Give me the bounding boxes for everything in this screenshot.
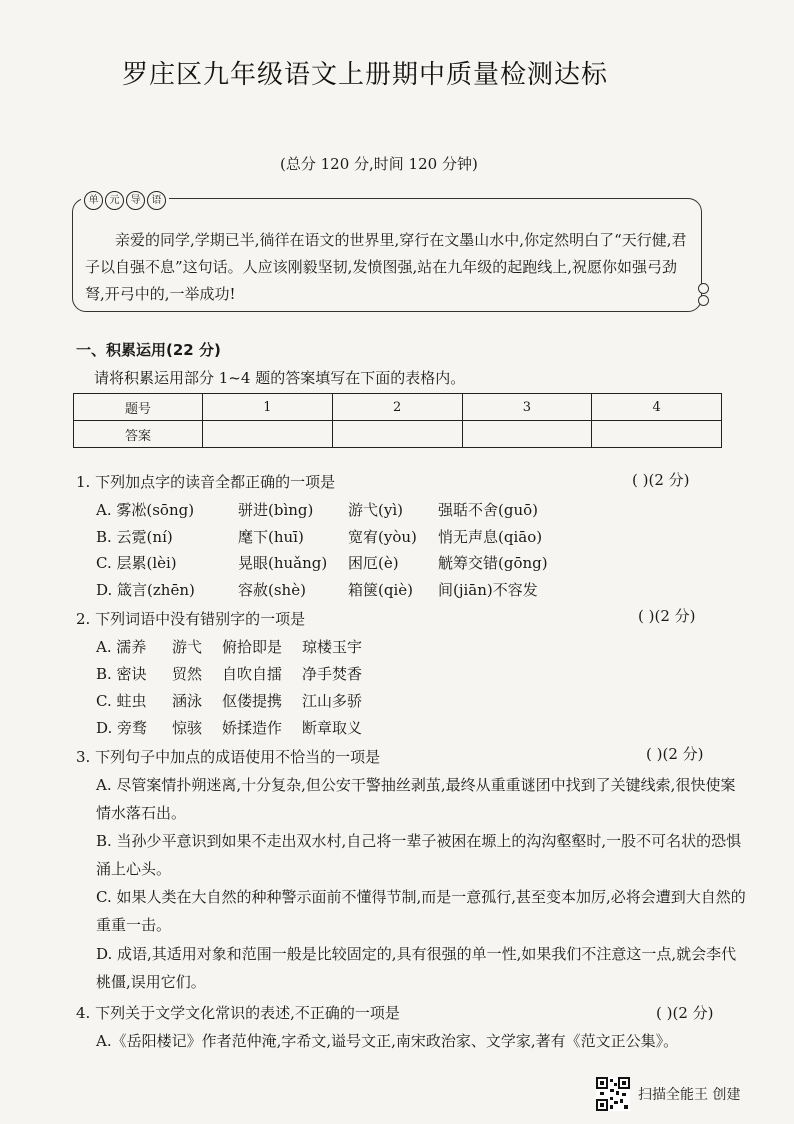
option-paragraph: A. 尽管案情扑朔迷离,十分复杂,但公安干警抽丝剥茧,最终从重重谜团中找到了关键线索,很快使案情水落石出。 — [96, 776, 736, 822]
answer-blank[interactable]: ( )(2 分) — [656, 1004, 714, 1022]
answer-cell[interactable] — [462, 421, 592, 448]
option-item: C. 蛀虫 — [96, 692, 147, 710]
scanner-watermark — [596, 1077, 740, 1111]
watermark-text: 扫描全能王 创建 — [638, 1087, 741, 1103]
section-title: 一、积累运用(22 分) — [76, 341, 221, 359]
table-cell: 1 — [203, 394, 333, 421]
option-item: 自吹自擂 — [222, 665, 283, 683]
option-item: 觥筹交错(gōng) — [438, 554, 548, 572]
intro-box — [72, 195, 702, 312]
table-cell: 3 — [462, 394, 592, 421]
option-paragraph: C. 如果人类在大自然的种种警示面前不懂得节制,而是一意孤行,甚至变本加厉,必将会遭到大自然的重重一击。 — [96, 888, 746, 934]
option-item: 箱箧(qiè) — [348, 581, 413, 599]
option-item: 游弋(yì) — [348, 501, 403, 519]
exam-info: (总分 120 分,时间 120 分钟) — [280, 155, 478, 173]
option-item: 间(jiān)不容发 — [438, 581, 538, 599]
option-item: 伛偻提携 — [222, 692, 283, 710]
option-item: D. 箴言(zhēn) — [96, 581, 195, 599]
option-item: 断章取义 — [302, 719, 363, 737]
option-item: 宽宥(yòu) — [348, 528, 417, 546]
option-item: 强聒不舍(guō) — [438, 501, 538, 519]
table-cell: 4 — [592, 394, 722, 421]
table-cell: 题号 — [74, 394, 203, 421]
intro-text: 亲爱的同学,学期已半,徜徉在语文的世界里,穿行在文墨山水中,你定然明白了“天行健,君子以自强不息”这句话。人应该刚毅坚韧,发愤图强,站在九年级的起跑线上,祝愿你如强弓劲弩,开弓中的,一举成功! — [85, 231, 687, 303]
option-item: 琼楼玉宇 — [302, 638, 363, 656]
option-item: D. 旁骛 — [96, 719, 148, 737]
answer-blank[interactable]: ( )(2 分) — [638, 607, 696, 625]
option-item: B. 云霓(ní) — [96, 528, 173, 546]
table-cell: 答案 — [74, 421, 203, 448]
answer-cell[interactable] — [592, 421, 722, 448]
question-stem: 4. 下列关于文学文化常识的表述,不正确的一项是 — [76, 1004, 400, 1022]
answer-cell[interactable] — [332, 421, 462, 448]
binder-ring — [698, 283, 709, 294]
option-item: 江山多骄 — [302, 692, 363, 710]
question-stem: 1. 下列加点字的读音全都正确的一项是 — [76, 473, 336, 491]
intro-tag-char: 元 — [105, 191, 124, 210]
option-item: 娇揉造作 — [222, 719, 283, 737]
option-item: B. 密诀 — [96, 665, 147, 683]
option-item: A. 雾凇(sōng) — [96, 501, 195, 519]
option-item: C. 层累(lèi) — [96, 554, 177, 572]
option-item: 俯拾即是 — [222, 638, 283, 656]
option-item: 贸然 — [172, 665, 203, 683]
qr-code-icon — [596, 1077, 630, 1111]
option-item: 悄无声息(qiāo) — [438, 528, 543, 546]
question-stem: 2. 下列词语中没有错别字的一项是 — [76, 610, 306, 628]
intro-tag-char: 单 — [84, 191, 103, 210]
section-instruction: 请将积累运用部分 1~4 题的答案填写在下面的表格内。 — [94, 369, 466, 387]
table-row — [74, 421, 722, 448]
option-item: 涵泳 — [172, 692, 203, 710]
question-stem: 3. 下列句子中加点的成语使用不恰当的一项是 — [76, 748, 381, 766]
option-item: 容赦(shè) — [238, 581, 306, 599]
option-item: 骈进(bìng) — [238, 501, 314, 519]
answer-blank[interactable]: ( )(2 分) — [632, 471, 690, 489]
page-title: 罗庄区九年级语文上册期中质量检测达标 — [122, 60, 609, 90]
table-row — [74, 394, 722, 421]
option-item: 麾下(huī) — [238, 528, 304, 546]
answer-table — [73, 393, 722, 448]
option-item: 游弋 — [172, 638, 203, 656]
option-item: 净手焚香 — [302, 665, 363, 683]
intro-tag-char: 导 — [126, 191, 145, 210]
option-paragraph: D. 成语,其适用对象和范围一般是比较固定的,具有很强的单一性,如果我们不注意这一点,就会李代桃僵,误用它们。 — [96, 945, 737, 991]
table-cell: 2 — [332, 394, 462, 421]
option-item: 困厄(è) — [348, 554, 399, 572]
answer-blank[interactable]: ( )(2 分) — [646, 745, 704, 763]
answer-cell[interactable] — [203, 421, 333, 448]
intro-tag-char: 语 — [147, 191, 166, 210]
intro-tag — [81, 191, 169, 210]
option-item: 晃眼(huǎng) — [238, 554, 328, 572]
binder-ring — [698, 295, 709, 306]
option-paragraph: B. 当孙少平意识到如果不走出双水村,自己将一辈子被困在塬上的沟沟壑壑时,一股不可名状的恐惧涌上心头。 — [96, 832, 742, 878]
option-paragraph: A.《岳阳楼记》作者范仲淹,字希文,谥号文正,南宋政治家、文学家,著有《范文正公集》。 — [96, 1032, 679, 1050]
option-item: 惊骇 — [172, 719, 203, 737]
option-item: A. 濡养 — [96, 638, 147, 656]
